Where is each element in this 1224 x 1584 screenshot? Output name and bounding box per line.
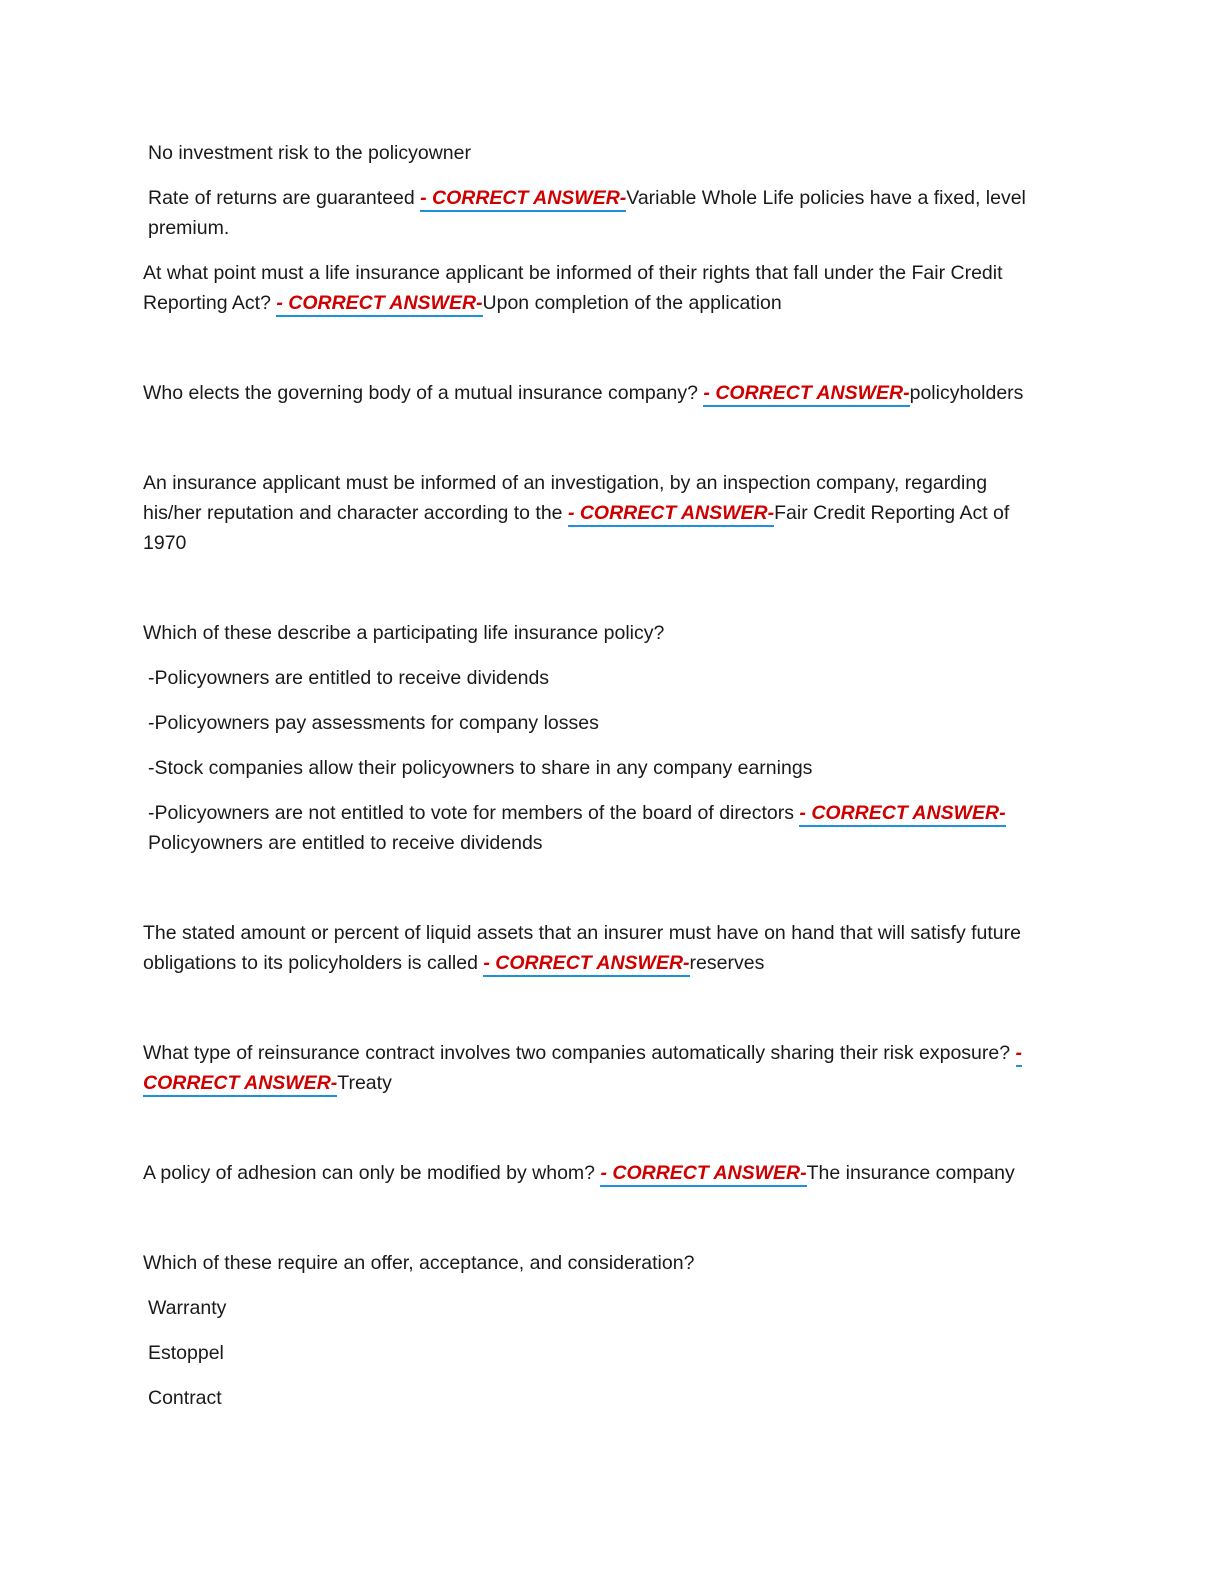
option-text: -Policyowners are entitled to receive dividends <box>148 667 550 689</box>
option-text: Contract <box>148 1387 222 1409</box>
option-text: -Policyowners pay assessments for company losses <box>148 712 599 734</box>
qa-item: An insurance applicant must be informed of an investigation, by an inspection company, regarding his/her reputation and character according to the - CORRECT ANSWER-Fair Credit Reporting Act of 1970 <box>143 472 1010 554</box>
correct-answer-tag: - CORRECT ANSWER- <box>276 292 482 317</box>
qa-item: A policy of adhesion can only be modified by whom? - CORRECT ANSWER-The insurance company <box>143 1158 1063 1188</box>
correct-answer-tag: - CORRECT ANSWER- <box>483 952 689 977</box>
option-text: No investment risk to the policyowner <box>148 142 471 164</box>
option-text: -Stock companies allow their policyowners to share in any company earnings <box>148 757 813 779</box>
qa-item: Who elects the governing body of a mutual insurance company? - CORRECT ANSWER-policyholders <box>143 378 1063 408</box>
document-page <box>143 138 1063 1428</box>
correct-answer-tag: - CORRECT ANSWER- <box>600 1162 806 1187</box>
correct-answer-tag: - CORRECT ANSWER- <box>420 187 626 212</box>
qa-item: What type of reinsurance contract involves two companies automatically sharing their risk exposure? - CORRECT ANSWER-Treaty <box>143 1038 1063 1098</box>
option-text: Warranty <box>148 1297 227 1319</box>
question-text: Which of these describe a participating life insurance policy? <box>143 622 665 644</box>
qa-item: Rate of returns are guaranteed - CORRECT ANSWER-Variable Whole Life policies have a fixed, level premium. <box>148 187 1026 239</box>
correct-answer-tag: - CORRECT ANSWER- <box>568 502 774 527</box>
option-text: Estoppel <box>148 1342 224 1364</box>
correct-answer-tag: - CORRECT ANSWER- <box>703 382 909 407</box>
correct-answer-tag: - CORRECT ANSWER- <box>799 802 1005 827</box>
correct-answer-tag: - CORRECT ANSWER- <box>143 1042 1022 1097</box>
qa-item: At what point must a life insurance applicant be informed of their rights that fall under the Fair Credit Reporting Act? - CORRECT ANSWER-Upon completion of the application <box>143 258 1063 318</box>
question-text: Which of these require an offer, acceptance, and consideration? <box>143 1252 695 1274</box>
qa-item: The stated amount or percent of liquid assets that an insurer must have on hand that will satisfy future obligations to its policyholders is called - CORRECT ANSWER-reserves <box>143 918 1063 978</box>
qa-item: -Policyowners are not entitled to vote for members of the board of directors - CORRECT ANSWER-Policyowners are entitled to receive dividends <box>148 802 1006 854</box>
